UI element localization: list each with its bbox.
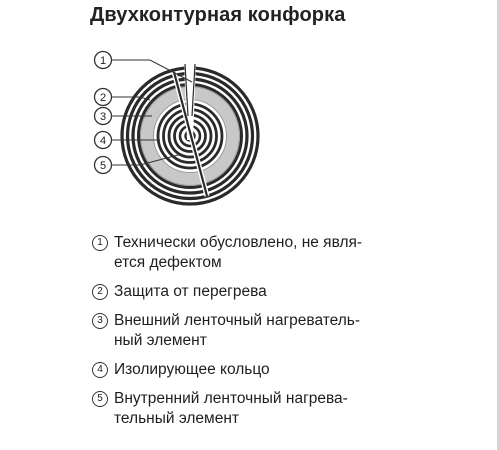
callout-5 bbox=[95, 157, 112, 174]
legend-text-continued: ный элемент bbox=[114, 332, 207, 349]
legend-number: 4 bbox=[92, 362, 108, 378]
legend-text: Внутренний ленточный нагрева- bbox=[114, 390, 348, 407]
callout-number: 1 bbox=[99, 55, 107, 67]
legend-item bbox=[92, 233, 482, 273]
legend-item bbox=[92, 311, 482, 351]
legend-item bbox=[92, 389, 482, 429]
legend-text-continued: ется дефектом bbox=[114, 254, 222, 271]
callout-2 bbox=[95, 89, 112, 106]
callout-4 bbox=[95, 132, 112, 149]
legend-text: Внешний ленточный нагреватель- bbox=[114, 312, 361, 329]
legend-item bbox=[92, 282, 482, 302]
legend-number: 3 bbox=[92, 313, 108, 329]
legend-item bbox=[92, 360, 482, 380]
callout-number: 3 bbox=[99, 111, 107, 123]
callout-3 bbox=[95, 108, 112, 125]
legend-text-continued: тельный элемент bbox=[114, 410, 239, 427]
legend-text: Защита от перегрева bbox=[114, 283, 267, 300]
legend-text: Изолирующее кольцо bbox=[114, 361, 270, 378]
callout-number: 5 bbox=[99, 160, 107, 172]
legend-number: 1 bbox=[92, 235, 108, 251]
legend-number: 2 bbox=[92, 284, 108, 300]
callout-1 bbox=[95, 52, 112, 69]
diagram-title: Двухконтурная конфорка bbox=[90, 4, 346, 26]
callout-number: 2 bbox=[99, 92, 107, 104]
legend-list bbox=[92, 233, 482, 438]
hotplate-disc bbox=[122, 60, 258, 204]
legend-text: Технически обусловлено, не явля- bbox=[114, 234, 363, 251]
legend-number: 5 bbox=[92, 391, 108, 407]
callout-number: 4 bbox=[99, 135, 107, 147]
